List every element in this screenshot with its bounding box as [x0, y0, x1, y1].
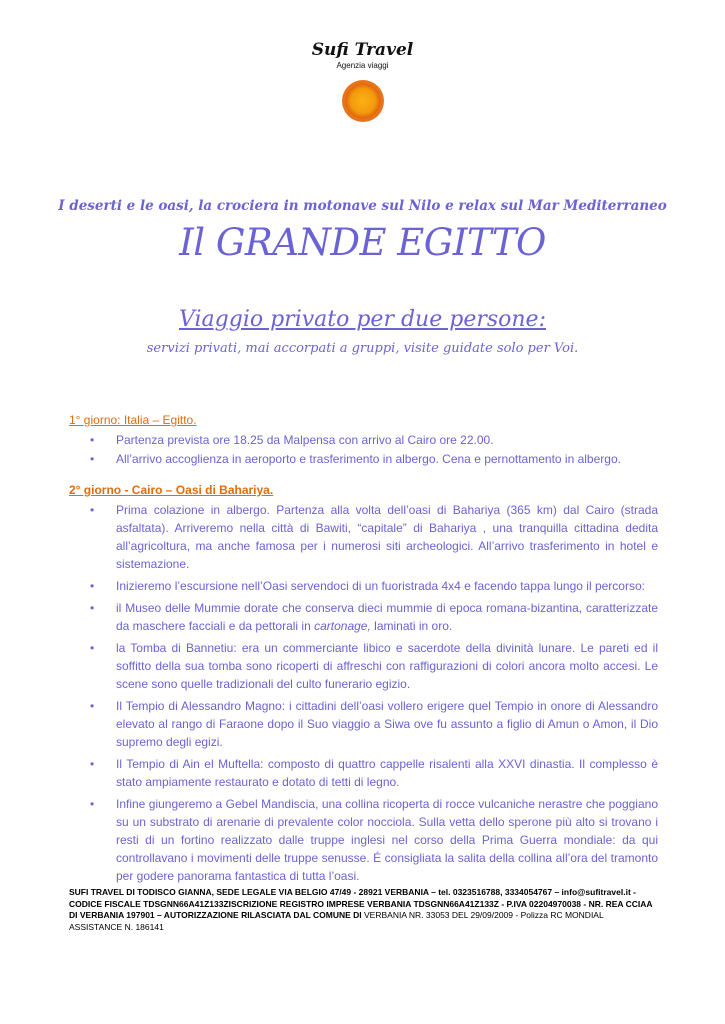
- list-item: • Inizieremo l’escursione nell’Oasi servendoci di un fuoristrada 4x4 e facendo tappa lungo il percorso:: [90, 579, 645, 593]
- list-item: • Prima colazione in albergo. Partenza alla volta dell’oasi di Bahariya (365 km) dal Cairo (strada asfaltata). Arriveremo nella città di Bawiti, “capitale” di Bahariya , una tranquilla cittadina dedita all’agricoltura, ma anche famosa per i numerosi siti archeologici. All’arrivo trasferimento in hotel e sistemazione.: [90, 503, 658, 571]
- bullet-icon: •: [90, 433, 95, 447]
- day-1-list: [88, 431, 668, 469]
- day-2-heading: 2° giorno - Cairo – Oasi di Bahariya.: [69, 483, 274, 497]
- footer-bold-text: SUFI TRAVEL DI TODISCO GIANNA, SEDE LEGALE VIA BELGIO 47/49 - 28921 VERBANIA – tel. 0323516788, 3334054767 – info@sufitravel.it - CODICE FISCALE TDSGNN66A41Z133ZISCRIZIONE REGISTRO IMPRESE VERBANIA TDSGNN66A41Z133Z - P.IVA 02204970038 - NR. REA CCIAA DI VERBANIA 197901 – AUTORIZZAZIONE RILASCIATA DAL COMUNE DI: [69, 887, 653, 920]
- sun-logo-icon: [340, 78, 386, 124]
- logo-tagline: Agenzia viaggi: [336, 61, 389, 70]
- trip-note: servizi privati, mai accorpati a gruppi, visite guidate solo per Voi.: [146, 341, 579, 356]
- bullet-icon: •: [90, 757, 95, 771]
- list-item: • Partenza prevista ore 18.25 da Malpensa con arrivo al Cairo ore 22.00.: [90, 433, 494, 447]
- page-title: Il GRANDE EGITTO: [179, 221, 546, 264]
- subtitle: I deserti e le oasi, la crociera in motonave sul Nilo e relax sul Mar Mediterraneo: [58, 198, 667, 214]
- day-1-heading: 1° giorno: Italia – Egitto.: [69, 413, 197, 427]
- list-item: • Infine giungeremo a Gebel Mandiscia, una collina ricoperta di rocce vulcaniche nerastre che poggiano su un substrato di arenarie di prevalente color nocciola. Sulla vetta dello sperone più alto si trovano i resti di un fortino realizzato dalle truppe inglesi nel corso della Prima Guerra mondiale: da qui controllavano i movimenti delle truppe senusse. É consigliata la salita della collina all’ora del tramonto per godere panorama fantastica di tutta l’oasi.: [90, 797, 658, 883]
- bullet-icon: •: [90, 641, 95, 655]
- footer-normal-text: VERBANIA NR. 33053 DEL 29/09/2009 - Polizza RC MONDIAL ASSISTANCE N. 186141: [69, 910, 604, 932]
- day-2-list: [88, 501, 658, 889]
- list-item: • il Museo delle Mummie dorate che conserva dieci mummie di epoca romana-bizantina, caratterizzate da maschere facciali e da pettorali in cartonage, laminati in oro.: [90, 601, 658, 633]
- list-item: • la Tomba di Bannetiu: era un commerciante libico e sacerdote della divinità lunare. Le pareti ed il soffitto della sua tomba sono ricoperti di affreschi con raffigurazioni di colori ancora molto accesi. Le scene sono quelle tradizionali del culto funerario egizio.: [90, 641, 658, 691]
- list-item: • All’arrivo accoglienza in aeroporto e trasferimento in albergo. Cena e pernottamento in albergo.: [90, 452, 621, 466]
- footer-legal-info: [69, 887, 657, 933]
- bullet-icon: •: [90, 699, 95, 713]
- bullet-icon: •: [90, 452, 95, 466]
- bullet-icon: •: [90, 797, 95, 811]
- bullet-icon: •: [90, 503, 95, 517]
- bullet-icon: •: [90, 579, 95, 593]
- list-item: • Il Tempio di Alessandro Magno: i cittadini dell’oasi vollero erigere quel Tempio in onore di Alessandro elevato al rango di Faraone dopo il Suo viaggio a Siwa ove fu assunto a figlio di Amun o Amon, il Dio supremo degli egizi.: [90, 699, 658, 749]
- list-item: • Il Tempio di Ain el Muftella: composto di quattro cappelle risalenti alla XXVI dinastia. Il complesso è stato ampiamente restaurato e dotato di tetti di legno.: [90, 757, 658, 789]
- trip-type-heading: Viaggio privato per due persone:: [179, 307, 546, 332]
- bullet-icon: •: [90, 601, 95, 615]
- logo-name: Sufi Travel: [311, 40, 414, 60]
